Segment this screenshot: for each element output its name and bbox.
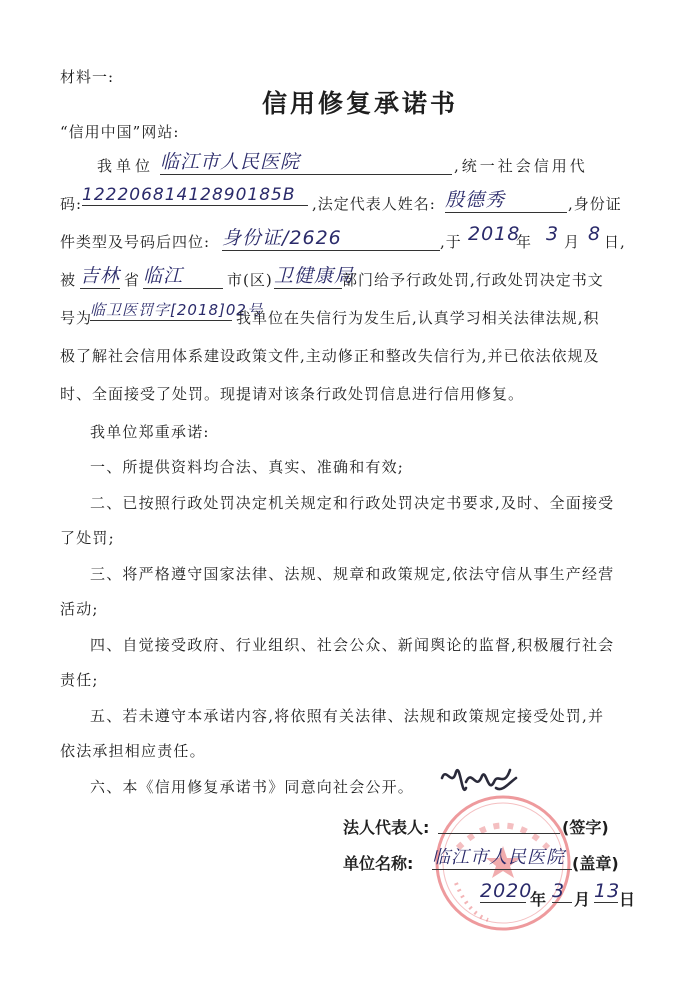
signed-month-field: 3 (552, 880, 572, 903)
promise-item-5b: 依法承担相应责任。 (60, 742, 206, 760)
paragraph-line-7: 极了解社会信用体系建设政策文件,主动修正和整改失信行为,并已依法依规及 (60, 347, 600, 365)
promise-heading: 我单位郑重承诺: (90, 423, 210, 441)
day-label: 日, (604, 233, 626, 251)
promise-item-3a: 三、将严格遵守国家法律、法规、规章和政策规定,依法守信从事生产经营 (90, 565, 615, 583)
legal-rep-name-field: 殷德秀 (445, 185, 567, 213)
addressee: “信用中国”网站: (60, 123, 180, 141)
credit-code-field: 12220681412890185B (82, 185, 308, 206)
credit-code-label: 码: (60, 195, 83, 213)
paragraph-line-8: 时、全面接受了处罚。现提请对该条行政处罚信息进行信用修复。 (60, 385, 525, 403)
signed-month-label: 月 (574, 890, 591, 909)
legal-rep-label: ,法定代表人姓名: (312, 195, 436, 213)
signature-scribble-icon (436, 758, 526, 818)
promise-item-2a: 二、已按照行政处罚决定机关规定和行政处罚决定书要求,及时、全面接受 (90, 494, 615, 512)
dept-suffix: 部门给予行政处罚,行政处罚决定书文 (342, 271, 604, 289)
doc-no-field: 临卫医罚字[2018]02号 (90, 301, 263, 319)
unit-prefix: 我单位 (97, 157, 155, 175)
date-year-field: 2018 (468, 223, 521, 245)
on-label: ,于 (440, 233, 462, 251)
document-title: 信用修复承诺书 (262, 89, 459, 118)
promise-item-4b: 责任; (60, 671, 99, 689)
promise-item-4a: 四、自觉接受政府、行业组织、社会公众、新闻舆论的监督,积极履行社会 (90, 636, 615, 654)
promise-item-5a: 五、若未遵守本承诺内容,将依照有关法律、法规和政策规定接受处罚,并 (90, 707, 605, 725)
promise-item-3b: 活动; (60, 600, 99, 618)
unit-name-signature-field: 临江市人民医院 (432, 843, 572, 870)
dept-field: 卫健康局 (274, 261, 342, 289)
legal-rep-signature-line (438, 833, 560, 834)
id-value-field: 身份证/2626 (222, 223, 440, 251)
signed-year-field: 2020 (480, 880, 533, 902)
year-label: 年 (516, 233, 533, 251)
month-label: 月 (564, 233, 581, 251)
id-type-suffix: ,身份证 (568, 195, 622, 213)
doc-no-label: 号为 (60, 309, 93, 327)
legal-rep-signature-label: 法人代表人: (343, 818, 430, 837)
signature-hint: (签字) (562, 818, 609, 837)
signed-year-label: 年 (530, 890, 547, 909)
unit-name-field: 临江市人民医院 (160, 147, 452, 175)
city-label: 市(区) (227, 271, 273, 289)
province-field: 吉林 (80, 261, 120, 289)
material-label: 材料一: (60, 68, 115, 86)
doc-no-suffix: 我单位在失信行为发生后,认真学习相关法律法规,积 (236, 309, 600, 327)
city-field: 临江 (143, 261, 223, 289)
promise-item-2b: 了处罚; (60, 529, 115, 547)
province-label: 省 (124, 271, 141, 289)
credit-code-suffix: ,统一社会信用代 (454, 157, 588, 175)
promise-item-6: 六、本《信用修复承诺书》同意向社会公开。 (90, 778, 415, 796)
by-label: 被 (60, 271, 77, 289)
date-month-field: 3 (546, 223, 560, 245)
signed-day-label: 日 (619, 890, 636, 909)
unit-name-signature-label: 单位名称: (343, 854, 414, 873)
seal-hint: (盖章) (572, 854, 619, 873)
promise-item-1: 一、所提供资料均合法、真实、准确和有效; (90, 458, 405, 476)
signed-day-field: 13 (594, 880, 621, 902)
date-day-field: 8 (588, 223, 602, 245)
id-label: 件类型及号码后四位: (60, 233, 211, 251)
